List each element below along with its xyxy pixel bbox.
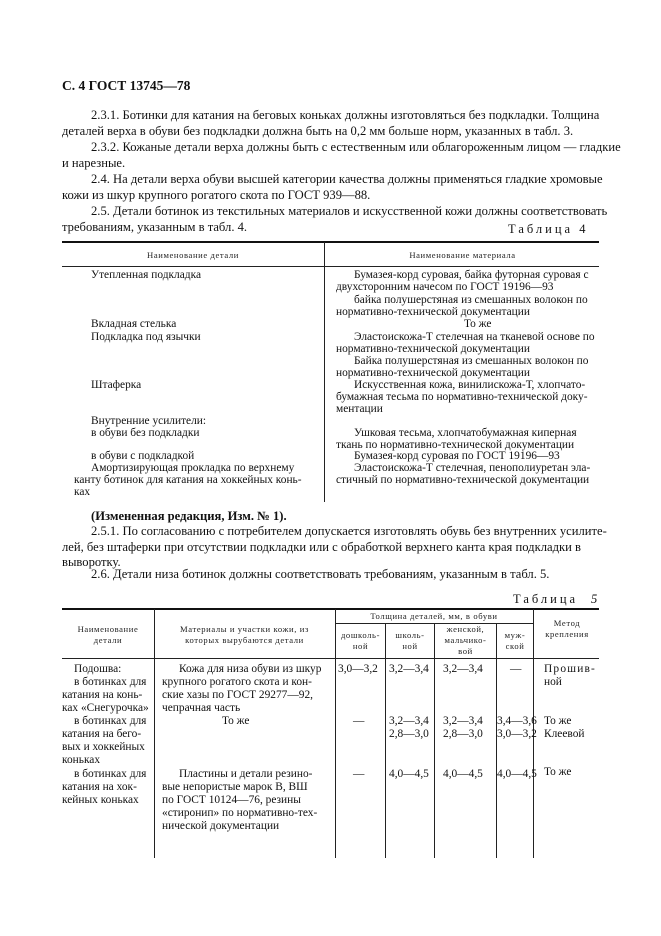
- table4-material: Ушковая тесьма, хлопчатобумажная киперная: [354, 427, 577, 439]
- paragraph-line: деталей верха в обуви без подкладки должна быть на 0,2 мм больше норм, указанных в табл. 3.: [62, 124, 574, 138]
- table5-value: 3,0—3,2: [497, 728, 537, 740]
- table4-material: двухсторонним начесом по ГОСТ 19196—93: [336, 281, 554, 293]
- table4-part: Внутренние усилители:: [91, 415, 207, 427]
- table5-header-male: муж- ской: [504, 630, 526, 651]
- table5-part: в ботинках для: [74, 715, 147, 727]
- paragraph-line: 2.3.2. Кожаные детали верха должны быть с естественным или облагороженным лицом — гладкие: [91, 140, 621, 154]
- table5-method: ной: [544, 676, 562, 688]
- amendment-note: (Измененная редакция, Изм. № 1).: [91, 509, 287, 523]
- table4-part: ках: [74, 486, 91, 498]
- table4-material: То же: [464, 318, 492, 330]
- table5-part: вых и хоккейных: [62, 741, 145, 753]
- table5-value: 4,0—4,5: [497, 768, 537, 780]
- table5-part: катания на бего-: [62, 728, 142, 740]
- table5-material: по ГОСТ 10124—76, резины: [162, 794, 301, 806]
- table4-header-material: Наименование материала: [409, 250, 516, 260]
- table5-material: Пластины и детали резино-: [179, 768, 313, 780]
- table5-value: 3,4—3,6: [497, 715, 537, 727]
- table5-value: 4,0—4,5: [443, 768, 483, 780]
- table5-value: —: [510, 663, 522, 675]
- table4-material: Искусственная кожа, винилискожа-Т, хлопчато-: [354, 379, 586, 391]
- table5-divider: [154, 609, 155, 858]
- paragraph-line: требованиям, указанным в табл. 4.: [62, 220, 248, 234]
- table4-material: Эластоискожа-Т стелечная, пенополиуретан эла-: [354, 462, 591, 474]
- table4-material: стичный по нормативно-технической документации: [336, 474, 590, 486]
- table4-part: Утепленная подкладка: [91, 269, 202, 281]
- table5-material: чепрачная часть: [162, 702, 241, 714]
- table5-method: То же: [544, 766, 572, 778]
- table5-material: «стиронип» по нормативно-тех-: [162, 807, 318, 819]
- paragraph-line: 2.6. Детали низа ботинок должны соответствовать требованиям, указанным в табл. 5.: [91, 567, 550, 581]
- paragraph-line: выворотку.: [62, 555, 121, 569]
- table4-material: ткань по нормативно-технической документации: [336, 439, 575, 451]
- table5-method: То же: [544, 715, 572, 727]
- table5-divider: [434, 624, 435, 858]
- table5-value: 3,2—3,4: [443, 663, 483, 675]
- table5-part: в ботинках для: [74, 768, 147, 780]
- table5-material: вые непористые марок В, ВШ: [162, 781, 308, 793]
- table5-material: нической документации: [162, 820, 280, 832]
- table5-value: 3,2—3,4: [443, 715, 483, 727]
- table4-header-rule: [62, 266, 599, 267]
- paragraph-line: 2.5. Детали ботинок из текстильных материалов и искусственной кожи должны соответствовать: [91, 204, 608, 218]
- paragraph-line: 2.5.1. По согласованию с потребителем допускается изготовлять обувь без внутренних усилите-: [91, 524, 607, 538]
- table4-material: Бумазея-корд суровая по ГОСТ 19196—93: [354, 450, 560, 462]
- table4-top-rule: [62, 241, 599, 243]
- table4-material: Эластоискожа-Т стелечная на тканевой основе по: [354, 331, 595, 343]
- table4-material: нормативно-технической документации: [336, 367, 530, 379]
- table5-header-rule: [62, 658, 599, 659]
- table5-material: ские хазы по ГОСТ 29277—92,: [162, 689, 314, 701]
- table5-material: То же: [222, 715, 250, 727]
- table4-part: Вкладная стелька: [91, 318, 177, 330]
- table4-part: канту ботинок для катания на хоккейных конь-: [74, 474, 302, 486]
- table5-value: 2,8—3,0: [389, 728, 429, 740]
- table4-part: в обуви с подкладкой: [91, 450, 195, 462]
- table4-material: нормативно-технической документации: [336, 306, 530, 318]
- table4-part: Штаферка: [91, 379, 142, 391]
- table5-header-female: женской, мальчико- вой: [444, 624, 487, 656]
- table4-part: Подкладка под язычки: [91, 331, 201, 343]
- table5-part: коньках: [62, 754, 101, 766]
- table5-header-method: Метод крепления: [545, 618, 589, 639]
- table4-caption: Таблица 4: [508, 222, 589, 236]
- table5-part: Подошва:: [74, 663, 122, 675]
- table5-value: 3,0—3,2: [338, 663, 378, 675]
- table4-material: нормативно-технической документации: [336, 343, 530, 355]
- table5-method: Прошив-: [544, 663, 597, 675]
- table5-header-preschool: дошколь- ной: [340, 630, 381, 651]
- table4-material: байка полушерстяная из смешанных волокон по: [354, 294, 588, 306]
- table4-column-divider: [324, 242, 325, 502]
- table4-part: Амортизирующая прокладка по верхнему: [91, 462, 295, 474]
- table5-value: —: [353, 768, 365, 780]
- table5-caption: Таблица: [513, 592, 579, 606]
- table5-value: 3,2—3,4: [389, 715, 429, 727]
- table4-header-part: Наименование детали: [147, 250, 239, 260]
- table5-value: 4,0—4,5: [389, 768, 429, 780]
- table4-material: бумажная тесьма по нормативно-технической доку-: [336, 391, 588, 403]
- paragraph-line: и нарезные.: [62, 156, 126, 170]
- table5-divider: [385, 624, 386, 858]
- table5-value: 3,2—3,4: [389, 663, 429, 675]
- paragraph-line: лей, без штаферки при отсутствии подкладки или с обработкой верхнего канта края подкладки в: [62, 540, 581, 554]
- table4-material: ментации: [336, 403, 383, 415]
- table5-material: крупного рогатого скота и кон-: [162, 676, 312, 688]
- table4-part: в обуви без подкладки: [91, 427, 200, 439]
- table5-method: Клеевой: [544, 728, 585, 740]
- table5-top-rule: [62, 608, 599, 610]
- paragraph-line: 2.4. На детали верха обуви высшей категории качества должны применяться гладкие хромовые: [91, 172, 603, 186]
- table4-material: Бумазея-корд суровая, байка футорная суровая с: [354, 269, 589, 281]
- table5-divider: [496, 624, 497, 858]
- table5-value: 2,8—3,0: [443, 728, 483, 740]
- table5-header-thickness: Толщина деталей, мм, в обуви: [370, 611, 498, 621]
- table5-caption-number: 5: [591, 592, 601, 606]
- table5-part: в ботинках для: [74, 676, 147, 688]
- table5-header-materials: Материалы и участки кожи, из которых вырубаются детали: [180, 624, 309, 645]
- table5-value: —: [353, 715, 365, 727]
- table5-part: катания на хок-: [62, 781, 137, 793]
- table5-part: кейных коньках: [62, 794, 139, 806]
- paragraph-line: 2.3.1. Ботинки для катания на беговых коньках должны изготовляться без подкладки. Толщина: [91, 108, 600, 122]
- page-header: С. 4 ГОСТ 13745—78: [62, 78, 191, 93]
- table5-part: ках «Снегурочка»: [62, 702, 149, 714]
- table5-header-name: Наименование детали: [77, 624, 139, 645]
- table5-material: Кожа для низа обуви из шкур: [179, 663, 322, 675]
- table4-material: Байка полушерстяная из смешанных волокон по: [354, 355, 589, 367]
- paragraph-line: кожи из шкур крупного рогатого скота по ГОСТ 939—88.: [62, 188, 371, 202]
- table5-header-school: школь- ной: [395, 630, 425, 651]
- table5-part: катания на конь-: [62, 689, 143, 701]
